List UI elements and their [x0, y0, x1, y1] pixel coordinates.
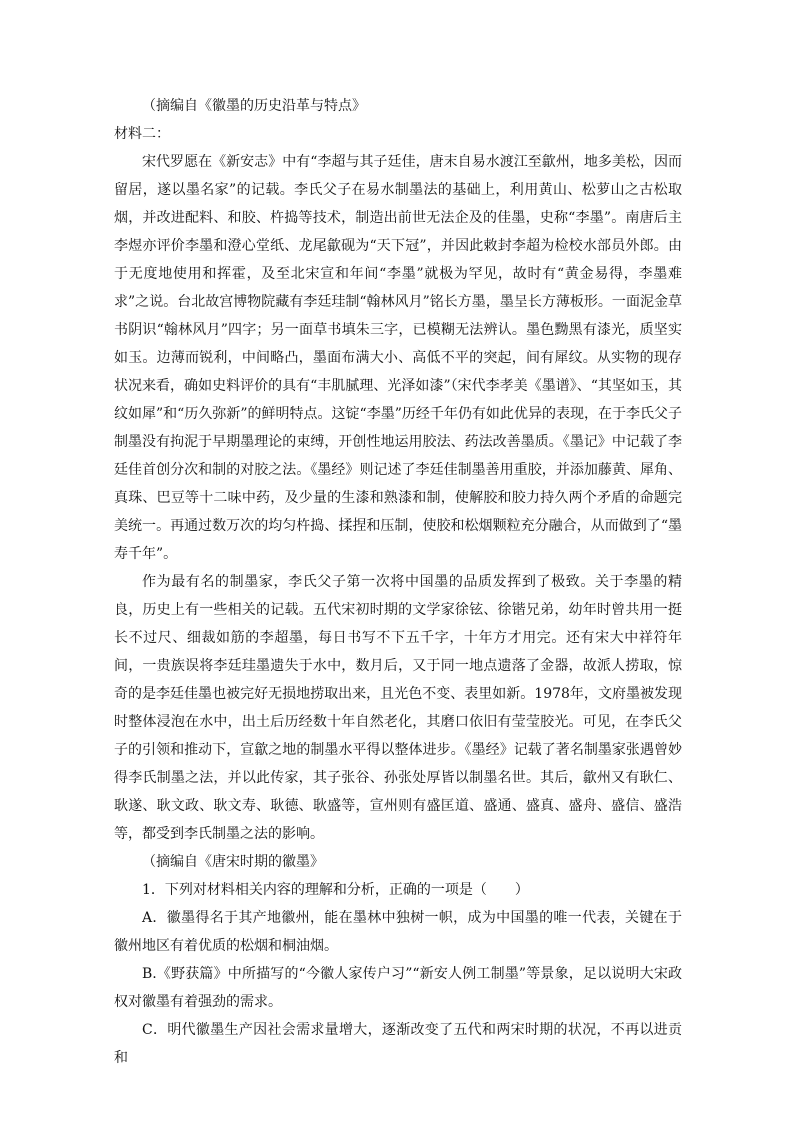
option-a: A．徽墨得名于其产地徽州，能在墨林中独树一帜，成为中国墨的唯一代表，关键在于徽州地区有着优质的松烟和桐油烟。 [114, 910, 682, 954]
material2-paragraph-1: 宋代罗愿在《新安志》中有“李超与其子廷佳，唐末自易水渡江至歙州，地多美松，因而留居，遂以墨名家”的记载。李氏父子在易水制墨法的基础上，利用黄山、松萝山之古松取烟，并改进配料、和胶、杵捣等技术，制造出前世无法企及的佳墨，史称“李墨”。南唐后主李煜亦评价李墨和澄心堂纸、龙尾歙砚为“天下冠”，并因此敕封李超为检校水部员外郎。由于无度地使用和挥霍，及至北宋宣和年间“李墨”就极为罕见，故时有“黄金易得，李墨难求”之说。台北故宫博物院藏有李廷珪制“翰林风月”铭长方墨，墨呈长方薄板形。一面泥金草书阴识“翰林风月”四字；另一面草书填朱三字，已模糊无法辨认。墨色黝黑有漆光，质坚实如玉。边薄而锐利，中间略凸，墨面布满大小、高低不平的突起，间有犀纹。从实物的现存状况来看，确如史料评价的具有“丰肌腻理、光泽如漆”（宋代李孝美《墨谱》、“其坚如玉，其纹如犀”和“历久弥新”的鲜明特点。这锭“李墨”历经千年仍有如此优异的表现，在于李氏父子制墨没有拘泥于早期墨理论的束缚，开创性地运用胶法、药法改善墨质。《墨记》中记载了李廷佳首创分次和制的对胶之法。《墨经》则记述了李廷佳制墨善用重胶，并添加藤黄、犀角、真珠、巴豆等十二味中药，及少量的生漆和熟漆和制，使解胶和胶力持久两个矛盾的命题完美统一。再通过数万次的均匀杵捣、揉捏和压制，使胶和松烟颗粒充分融合，从而做到了“墨寿千年”。 [114, 154, 682, 562]
option-b: B.《野获篇》中所描写的“今徽人家传户习”“新安人例工制墨”等景象，足以说明大宋政权对徽墨有着强劲的需求。 [114, 966, 682, 1010]
material2-heading: 材料二： [114, 126, 170, 142]
question-1: 1．下列对材料相关内容的理解和分析，正确的一项是（ ） [142, 882, 529, 898]
material1-source: （摘编自《徽墨的历史沿革与特点》 [142, 98, 366, 114]
material2-source: （摘编自《唐宋时期的徽墨》 [142, 854, 324, 870]
document-page [114, 92, 682, 1072]
option-c: C．明代徽墨生产因社会需求量增大，逐渐改变了五代和两宋时期的状况，不再以进贡和 [114, 1022, 682, 1066]
material2-paragraph-2: 作为最有名的制墨家，李氏父子第一次将中国墨的品质发挥到了极致。关于李墨的精良，历史上有一些相关的记载。五代宋初时期的文学家徐铉、徐锴兄弟，幼年时曾共用一挺长不过尺、细裁如筋的李超墨，每日书写不下五千字，十年方才用完。还有宋大中祥符年间，一贵族误将李廷珪墨遗失于水中，数月后，又于同一地点遗落了金器，故派人捞取，惊奇的是李廷佳墨也被完好无损地捞取出来，且光色不变、表里如新。1978年，文府墨被发现时整体浸泡在水中，出土后历经数十年自然老化，其磨口依旧有莹莹胶光。可见，在李氏父子的引领和推动下，宣歙之地的制墨水平得以整体进步。《墨经》记载了著名制墨家张遇曾妙得李氏制墨之法，并以此传家，其子张谷、孙张处厚皆以制墨名世。其后，歙州又有耿仁、耿遂、耿文政、耿文寿、耿德、耿盛等，宣州则有盛匡道、盛通、盛真、盛舟、盛信、盛浩等，都受到李氏制墨之法的影响。 [114, 574, 682, 842]
